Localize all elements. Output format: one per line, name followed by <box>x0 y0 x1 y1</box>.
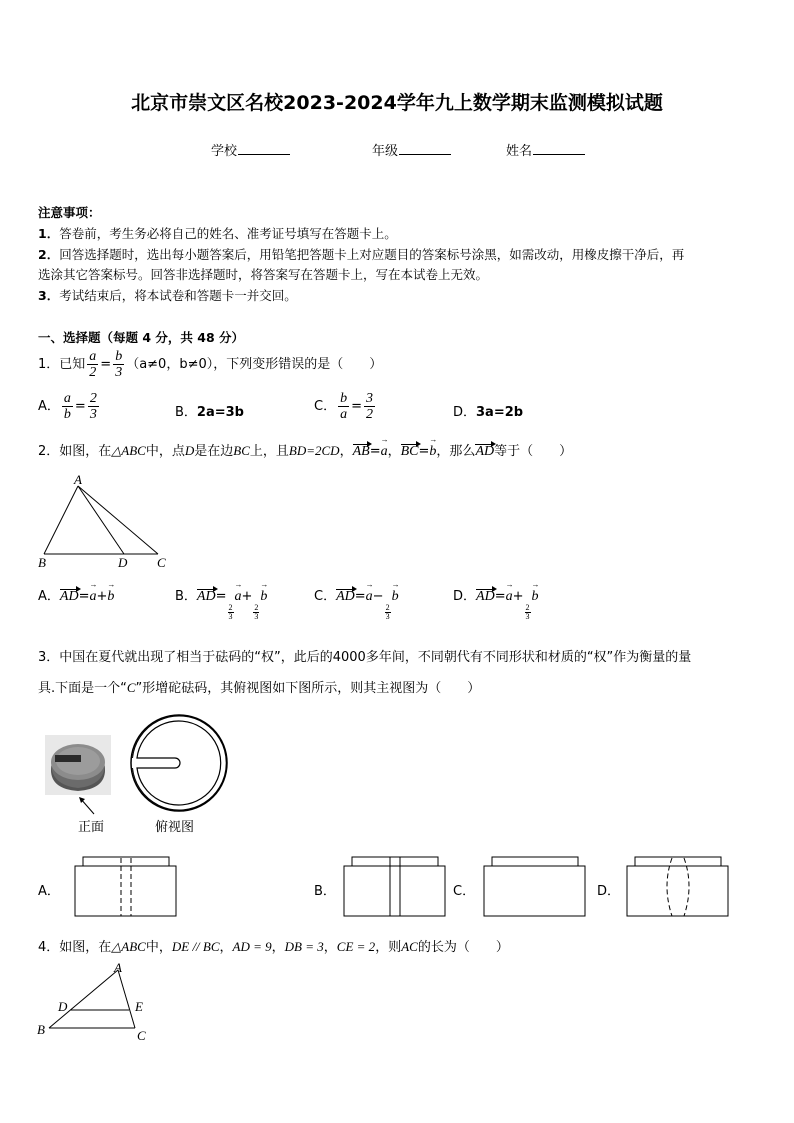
segment-ad <box>78 486 124 554</box>
question-3-line-1: 3．中国在夏代就出现了相当于砝码的“权”，此后的4000多年间，不同朝代有不同形状和材质的“权”作为衡量的量 <box>38 650 692 665</box>
question-1-stem: 1．已知 $\frac{a}{2}$ = $\frac{b}{3}$ （a≠0，b≠0），下列变形错误的是（ ） <box>38 349 383 380</box>
inner-ring <box>137 721 221 805</box>
note-3-num: 3． <box>38 288 60 303</box>
q3-option-c-label[interactable]: C． <box>453 884 476 899</box>
label-e: E <box>135 999 143 1014</box>
page-title: 北京市崇文区名校2023-2024学年九上数学期末监测模拟试题 <box>131 92 663 114</box>
note-1 <box>38 224 397 242</box>
q3-option-d-label[interactable]: D． <box>597 884 621 899</box>
note-1-text: 答卷前，考生务必将自己的姓名、准考证号填写在答题卡上。 <box>59 226 397 241</box>
q3-option-a-label[interactable]: A． <box>38 884 60 899</box>
note-3 <box>38 286 297 304</box>
q3-option-c-figure[interactable] <box>483 856 587 918</box>
q1-option-c[interactable]: C． $\frac{b}{a}$ = $\frac{3}{2}$ <box>314 391 373 422</box>
q3-option-b-figure[interactable] <box>343 856 447 918</box>
q2-option-a[interactable]: A．AD=→ a+→ b <box>38 585 114 605</box>
question-3-line-2: 具.下面是一个“C”形增砣砝码，其俯视图如下图所示，则其主视图为（ ） <box>38 680 481 696</box>
label-c: C <box>137 1028 146 1043</box>
q2-option-d[interactable]: D．AD=→ a+ $\frac{2}{3}$ → b <box>453 585 539 621</box>
label-c: C <box>157 555 166 570</box>
weight-photo-image <box>45 735 111 795</box>
name-blank <box>533 142 585 155</box>
q3-option-d-figure[interactable] <box>626 856 730 918</box>
q2-option-b[interactable]: B．AD= $\frac{2}{3}$ → a+ $\frac{2}{3}$ → b <box>175 585 267 621</box>
edge-ac <box>118 970 135 1028</box>
q1-frac-b3: $\frac{b}{3}$ <box>115 349 123 380</box>
note-1-num: 1． <box>38 226 60 241</box>
grade-field <box>372 140 451 159</box>
school-field <box>211 140 290 159</box>
label-front: 正面 <box>78 820 105 835</box>
note-2a-text: 回答选择题时，选出每小题答案后，用铅笔把答题卡上对应题目的答案标号涂黑，如需改动，用橡皮擦干净后，再 <box>59 247 685 262</box>
q4-triangle-figure <box>36 960 156 1044</box>
grade-label: 年级 <box>372 144 399 159</box>
edge-ab <box>44 486 78 554</box>
q1-option-a[interactable]: A． $\frac{a}{b}$ = $\frac{2}{3}$ <box>38 391 97 422</box>
label-a: A <box>74 474 82 487</box>
q1-prefix: 1．已知 <box>38 357 86 372</box>
question-4-stem: 4．如图，在△ABC中，DE // BC，AD = 9，DB = 3，CE = 2，则AC的长为（ ） <box>38 939 509 955</box>
school-label: 学校 <box>211 144 238 159</box>
q3-option-b-label[interactable]: B． <box>314 884 336 899</box>
label-d: D <box>58 999 68 1014</box>
q2-triangle-figure <box>36 474 172 570</box>
note-2b: 选涂其它答案标号。回答非选择题时，将答案写在答题卡上，写在本试卷上无效。 <box>38 267 489 282</box>
name-field <box>506 140 585 159</box>
q1-option-d[interactable]: D．3a=2b <box>453 405 524 420</box>
notes-heading: 注意事项： <box>38 205 101 220</box>
label-b: B <box>37 1022 45 1037</box>
label-b: B <box>38 555 46 570</box>
note-2-num: 2． <box>38 247 60 262</box>
q3-option-a-figure[interactable] <box>74 856 178 918</box>
label-top-view: 俯视图 <box>155 820 195 835</box>
label-a: A <box>114 960 122 975</box>
vector-b: → b <box>429 444 436 460</box>
q1-condition: （a≠0，b≠0），下列变形错误的是（ ） <box>126 357 383 372</box>
vector-ad: AD <box>475 444 495 459</box>
weight-photo <box>45 735 111 795</box>
note-2a <box>38 245 684 263</box>
name-label: 姓名 <box>506 144 533 159</box>
vector-ab: AB <box>352 444 370 459</box>
vector-a: → a <box>381 444 388 460</box>
grade-blank <box>399 142 451 155</box>
section-heading: 一、选择题（每题 4 分，共 48 分） <box>38 330 245 345</box>
top-view-figure <box>128 712 230 814</box>
vector-bc: BC <box>400 444 419 459</box>
label-d: D <box>118 555 128 570</box>
arrow-to-front <box>76 796 100 818</box>
edge-ac <box>78 486 158 554</box>
q1-frac-a2: $\frac{a}{2}$ <box>89 349 97 380</box>
note-3-text: 考试结束后，将本试卷和答题卡一并交回。 <box>59 288 297 303</box>
question-2-stem: 2．如图，在△ABC中，点D是在边BC上，且BD=2CD，AB=→ a，BC=→ b，那么AD等于（ ） <box>38 440 572 460</box>
q1-option-b[interactable]: B．2a=3b <box>175 405 244 420</box>
school-blank <box>238 142 290 155</box>
q2-option-c[interactable]: C．AD=→ a− $\frac{2}{3}$ → b <box>314 585 399 621</box>
